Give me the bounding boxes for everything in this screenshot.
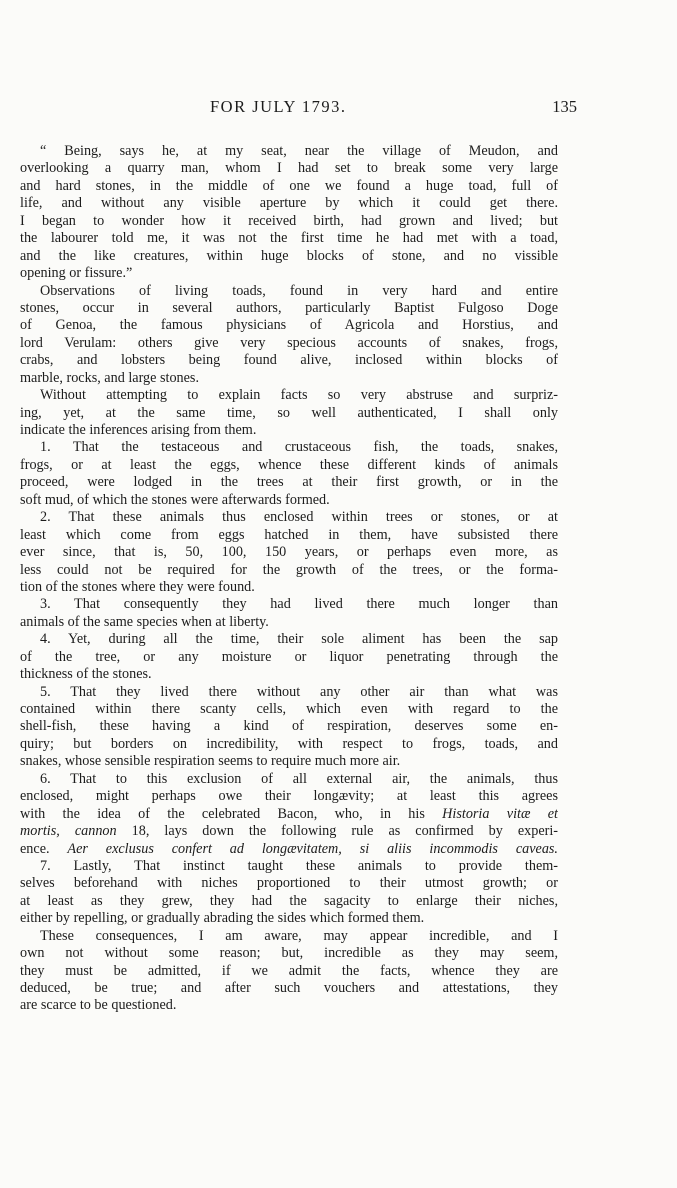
text-line bbox=[20, 649, 558, 666]
text-line bbox=[20, 265, 558, 282]
text-run: frogs, or at least the eggs, whence these different kinds of animals bbox=[20, 456, 558, 473]
text-line bbox=[20, 980, 558, 997]
text-line bbox=[20, 788, 558, 805]
text-line bbox=[20, 771, 558, 788]
text-line bbox=[20, 823, 558, 840]
text-line bbox=[20, 841, 558, 858]
text-line bbox=[20, 963, 558, 980]
text-line bbox=[20, 666, 558, 683]
text-run: “ Being, says he, at my seat, near the village of Meudon, and bbox=[40, 143, 558, 159]
text-run: animals of the same species when at liberty. bbox=[20, 613, 269, 630]
text-run: Without attempting to explain facts so very abstruse and surpriz- bbox=[40, 387, 558, 404]
italic-run: Aer exclusus confert ad longævitatem, si aliis incommodis caveas. bbox=[67, 840, 558, 857]
text-run: stones, occur in several authors, particularly Baptist Fulgoso Doge bbox=[20, 299, 558, 316]
text-line bbox=[20, 718, 558, 735]
text-run: ence. bbox=[20, 840, 68, 857]
text-run: deduced, be true; and after such vouchers and attestations, they bbox=[20, 980, 558, 996]
text-line bbox=[20, 614, 558, 631]
text-line bbox=[20, 928, 558, 945]
text-line bbox=[20, 178, 558, 195]
text-line bbox=[20, 230, 558, 247]
text-run: These consequences, I am aware, may appear incredible, and I bbox=[40, 927, 558, 944]
text-line bbox=[20, 457, 558, 474]
text-line bbox=[20, 753, 558, 770]
text-run: least which come from eggs hatched in them, have subsisted there bbox=[20, 526, 558, 543]
text-run: of the tree, or any moisture or liquor penetrating through the bbox=[20, 648, 558, 665]
text-run: proceed, were lodged in the trees at their first growth, or in the bbox=[20, 474, 558, 491]
text-run: Observations of living toads, found in very hard and entire bbox=[40, 282, 558, 299]
text-run: tion of the stones where they were found. bbox=[20, 578, 255, 595]
text-run: contained within there scanty cells, which even with regard to the bbox=[20, 701, 558, 717]
text-run: quiry; but borders on incredibility, with respect to frogs, toads, and bbox=[20, 735, 558, 752]
text-line bbox=[20, 875, 558, 892]
text-line bbox=[20, 631, 558, 648]
text-line bbox=[20, 509, 558, 526]
text-run: 7. Lastly, That instinct taught these animals to provide them- bbox=[40, 857, 558, 874]
text-run: 1. That the testaceous and crustaceous fish, the toads, snakes, bbox=[40, 439, 558, 456]
text-line bbox=[20, 596, 558, 613]
text-line bbox=[20, 439, 558, 456]
text-line bbox=[20, 684, 558, 701]
text-line bbox=[20, 387, 558, 404]
text-line bbox=[20, 544, 558, 561]
text-line bbox=[20, 195, 558, 212]
text-line bbox=[20, 300, 558, 317]
text-run: enclosed, might perhaps owe their longævity; at least this agrees bbox=[20, 788, 558, 805]
text-line bbox=[20, 806, 558, 823]
text-line bbox=[20, 474, 558, 491]
text-run: I began to wonder how it received birth, had grown and lived; but bbox=[20, 212, 558, 229]
text-run: own not without some reason; but, incredible as they may seem, bbox=[20, 945, 558, 962]
page-number: 135 bbox=[552, 97, 577, 116]
text-line bbox=[20, 893, 558, 910]
text-run: selves beforehand with niches proportioned to their utmost growth; or bbox=[20, 875, 558, 892]
text-run: lord Verulam: others give very specious accounts of snakes, frogs, bbox=[20, 334, 558, 351]
text-run: life, and without any visible aperture by which it could get there. bbox=[20, 195, 558, 212]
text-run: they must be admitted, if we admit the facts, whence they are bbox=[20, 962, 558, 979]
text-line bbox=[20, 317, 558, 334]
text-run: thickness of the stones. bbox=[20, 666, 152, 683]
text-line bbox=[20, 858, 558, 875]
text-line bbox=[20, 527, 558, 544]
text-line bbox=[20, 248, 558, 265]
text-line bbox=[20, 405, 558, 422]
text-run: and hard stones, in the middle of one we found a huge toad, full of bbox=[20, 177, 558, 194]
text-run: are scarce to be questioned. bbox=[20, 997, 177, 1014]
text-line bbox=[20, 736, 558, 753]
text-line bbox=[20, 370, 558, 387]
running-head bbox=[0, 97, 677, 121]
text-run: ing, yet, at the same time, so well authenticated, I shall only bbox=[20, 404, 558, 421]
text-run: opening or fissure.” bbox=[20, 265, 133, 282]
text-run: at least as they grew, they had the sagacity to enlarge their niches, bbox=[20, 892, 558, 909]
text-line bbox=[20, 160, 558, 177]
text-run: 4. Yet, during all the time, their sole aliment has been the sap bbox=[40, 631, 558, 648]
text-run: less could not be required for the growth of the trees, or the forma- bbox=[20, 561, 558, 578]
text-run: 2. That these animals thus enclosed within trees or stones, or at bbox=[40, 509, 558, 526]
text-line bbox=[20, 701, 558, 718]
text-run: either by repelling, or gradually abrading the sides which formed them. bbox=[20, 910, 425, 927]
text-line bbox=[20, 283, 558, 300]
text-run: 18, lays down the following rule as confirmed by experi- bbox=[116, 823, 558, 840]
text-line bbox=[20, 335, 558, 352]
text-line bbox=[20, 910, 558, 927]
text-run: soft mud, of which the stones were afterwards formed. bbox=[20, 491, 330, 508]
text-run: and the like creatures, within huge blocks of stone, and no vissible bbox=[20, 247, 558, 264]
article-body bbox=[20, 143, 558, 1015]
text-run: snakes, whose sensible respiration seems to require much more air. bbox=[20, 753, 401, 770]
text-run: shell-fish, these having a kind of respiration, deserves some en- bbox=[20, 718, 558, 735]
text-line bbox=[20, 997, 558, 1014]
text-line bbox=[20, 562, 558, 579]
text-run: ever since, that is, 50, 100, 150 years, or perhaps even more, as bbox=[20, 544, 558, 561]
text-run: 3. That consequently they had lived there much longer than bbox=[40, 596, 558, 613]
text-line bbox=[20, 945, 558, 962]
text-line bbox=[20, 143, 558, 160]
text-run: indicate the inferences arising from them. bbox=[20, 422, 257, 438]
running-title: FOR JULY 1793. bbox=[210, 97, 347, 116]
text-run: with the idea of the celebrated Bacon, who, in his bbox=[20, 805, 443, 822]
text-run: of Genoa, the famous physicians of Agricola and Horstius, and bbox=[20, 317, 558, 334]
text-run: overlooking a quarry man, whom I had set to break some very large bbox=[20, 160, 558, 177]
text-line bbox=[20, 422, 558, 439]
italic-run: Historia vitæ et bbox=[442, 805, 558, 822]
text-run: marble, rocks, and large stones. bbox=[20, 369, 199, 386]
italic-run: mortis, cannon bbox=[20, 823, 117, 840]
text-line bbox=[20, 579, 558, 596]
text-run: 6. That to this exclusion of all external air, the animals, thus bbox=[40, 770, 558, 787]
text-run: the labourer told me, it was not the first time he had met with a toad, bbox=[20, 230, 558, 247]
text-line bbox=[20, 492, 558, 509]
text-run: crabs, and lobsters being found alive, inclosed within blocks of bbox=[20, 352, 558, 369]
text-line bbox=[20, 352, 558, 369]
text-run: 5. That they lived there without any other air than what was bbox=[40, 683, 558, 700]
text-line bbox=[20, 213, 558, 230]
